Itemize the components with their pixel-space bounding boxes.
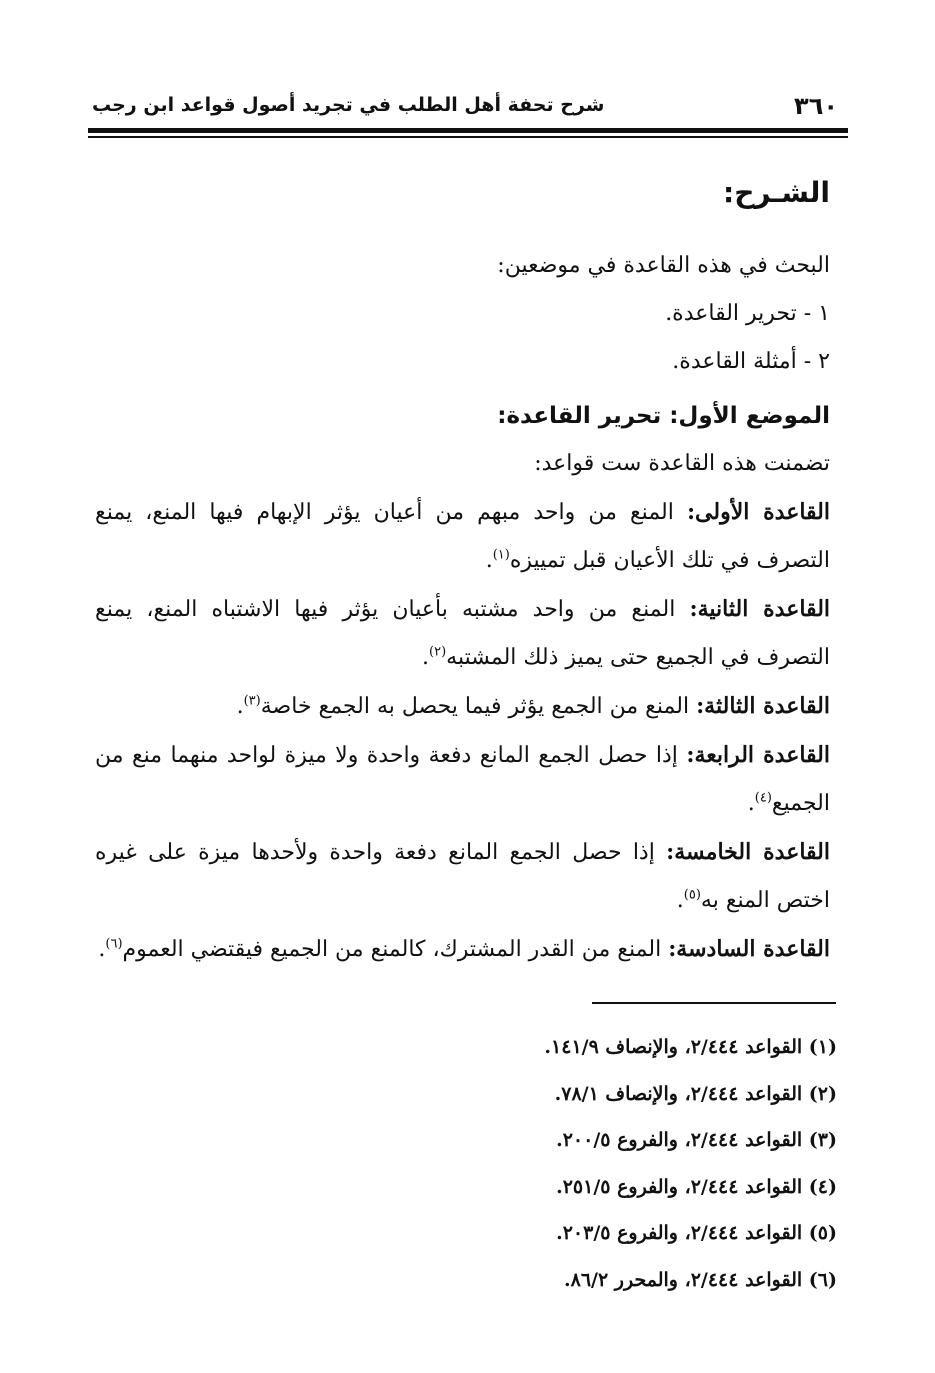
rule-paragraph	[95, 585, 830, 682]
rule-end: .	[485, 548, 493, 573]
footnote-ref[interactable]: (٥)	[683, 887, 701, 903]
footnote-item: (٥) القواعد ٢/٤٤٤، والفروع ٢٠٣/٥.	[556, 1222, 837, 1244]
book-title: شرح تحفة أهل الطلب في تجريد أصول قواعد ابن رجب	[92, 94, 605, 116]
rule-text: المنع من واحد مشتبه بأعيان يؤثر فيها الاشتباه المنع، يمنع التصرف في الجميع حتى يميز ذلك المشتبه	[95, 597, 830, 670]
rule-label: القاعدة الرابعة:	[686, 742, 830, 768]
footnote-separator	[592, 1002, 836, 1004]
rule-text: المنع من واحد مبهم من أعيان يؤثر الإبهام فيها المنع، يمنع التصرف في تلك الأعيان قبل تمييزه	[95, 500, 830, 573]
footnote-item: (٤) القواعد ٢/٤٤٤، والفروع ٢٥١/٥.	[556, 1175, 837, 1198]
footnote-item: (٦) القواعد ٢/٤٤٤، والمحرر ٨٦/٢.	[564, 1268, 837, 1291]
footnotes	[300, 1024, 837, 1303]
intro-line: البحث في هذه القاعدة في موضعين:	[497, 253, 830, 278]
rule-label: القاعدة الثالثة:	[696, 693, 830, 719]
footnote-ref[interactable]: (٦)	[105, 936, 123, 952]
rule-label: القاعدة الثانية:	[689, 596, 831, 622]
subheading: الموضع الأول: تحرير القاعدة:	[497, 403, 830, 429]
rule-paragraph	[95, 488, 830, 585]
rule-paragraph	[95, 925, 830, 974]
rule-label: القاعدة الخامسة:	[666, 839, 830, 865]
point-item: ١ - تحرير القاعدة.	[665, 301, 830, 326]
page-number: ٣٦٠	[794, 92, 838, 120]
footnote-item: (١) القواعد ٢/٤٤٤، والإنصاف ١٤١/٩.	[544, 1036, 837, 1058]
rule-end: .	[236, 694, 244, 719]
running-header	[88, 88, 848, 124]
footnote-item: (٢) القواعد ٢/٤٤٤، والإنصاف ٧٨/١.	[554, 1082, 837, 1105]
rule-paragraph	[95, 828, 830, 925]
rule-text: المنع من الجمع يؤثر فيما يحصل به الجمع خاصة	[260, 694, 697, 719]
section-heading: الشـرح:	[723, 176, 830, 209]
point-item: ٢ - أمثلة القاعدة.	[672, 349, 830, 374]
footnote-ref[interactable]: (٣)	[243, 693, 261, 709]
header-rule-thin	[88, 136, 848, 138]
rule-text: المنع من القدر المشترك، كالمنع من الجميع فيقتضي العموم	[122, 937, 669, 962]
footnote-item: (٣) القواعد ٢/٤٤٤، والفروع ٢٠٠/٥.	[556, 1129, 837, 1151]
header-rule-thick	[88, 128, 848, 133]
footnote-ref[interactable]: (٤)	[754, 790, 772, 806]
rule-end: .	[747, 791, 755, 816]
rule-paragraph	[95, 682, 830, 731]
rules-intro: تضمنت هذه القاعدة ست قواعد:	[534, 451, 830, 476]
rule-end: .	[676, 888, 684, 913]
rule-paragraph	[95, 731, 830, 828]
main-text	[95, 168, 830, 974]
rule-label: القاعدة السادسة:	[668, 936, 830, 962]
footnote-ref[interactable]: (٢)	[429, 644, 447, 660]
rule-text: إذا حصل الجمع المانع دفعة واحدة ولأحدها ميزة على غيره اختص المنع به	[95, 840, 830, 913]
rule-label: القاعدة الأولى:	[686, 499, 830, 525]
rule-text: إذا حصل الجمع المانع دفعة واحدة ولا ميزة لواحد منهما منع من الجميع	[95, 743, 830, 816]
footnote-ref[interactable]: (١)	[492, 547, 510, 563]
rule-end: .	[98, 937, 106, 962]
rule-end: .	[422, 645, 430, 670]
